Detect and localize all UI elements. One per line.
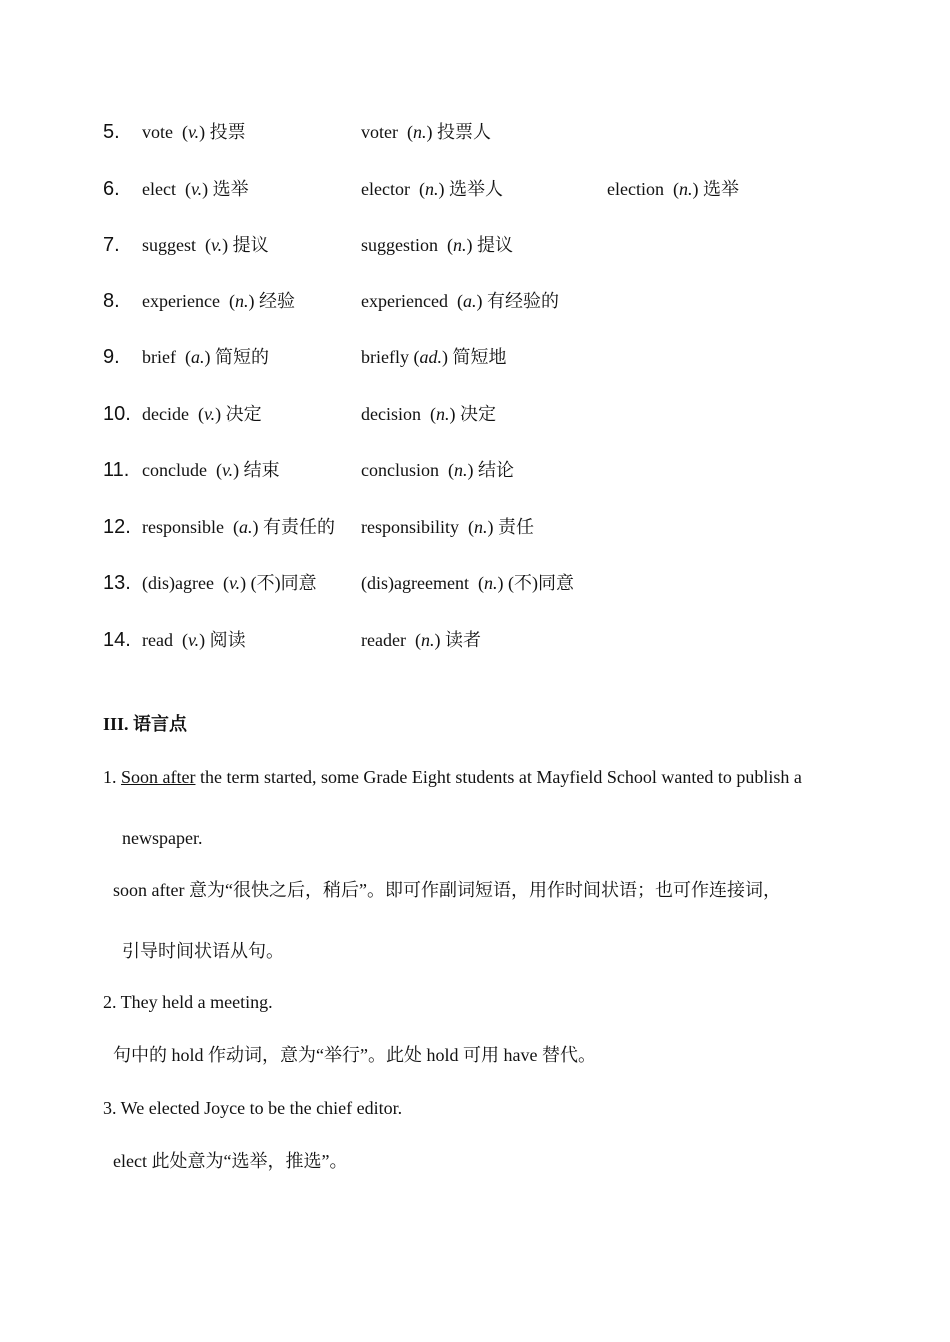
vocab-entry: vote (v.) 投票 <box>142 122 246 142</box>
vocab-entry: read (v.) 阅读 <box>142 630 246 650</box>
vocab-entry: elector (n.) 选举人 <box>361 179 503 199</box>
key-phrase: Soon after <box>121 767 196 787</box>
vocab-row-5 <box>0 117 950 147</box>
vocab-row-10 <box>0 399 950 429</box>
vocab-entry: reader (n.) 读者 <box>361 630 481 650</box>
vocab-entry: experience (n.) 经验 <box>142 291 295 311</box>
vocab-number: 6. <box>103 178 120 200</box>
vocab-row-9 <box>0 342 950 372</box>
vocab-row-13 <box>0 568 950 598</box>
vocab-number: 11. <box>103 459 130 481</box>
vocab-entry: voter (n.) 投票人 <box>361 122 491 142</box>
section-heading: III. 语言点 <box>103 714 188 734</box>
vocab-entry: suggestion (n.) 提议 <box>361 235 514 255</box>
point-3-sentence: 3. We elected Joyce to be the chief editor. <box>103 1098 403 1118</box>
vocab-entry: elect (v.) 选举 <box>142 179 249 199</box>
point-1-note: soon after 意为“很快之后，稍后”。即可作副词短语，用作时间状语；也可作连接词， <box>113 880 781 900</box>
vocab-entry: briefly (ad.) 简短地 <box>361 347 507 367</box>
vocab-number: 13. <box>103 572 131 594</box>
point-2-note: 句中的 hold 作动词，意为“举行”。此处 hold 可用 have 替代。 <box>113 1045 596 1065</box>
vocab-number: 8. <box>103 290 120 312</box>
vocab-number: 7. <box>103 234 120 256</box>
vocab-row-14 <box>0 625 950 655</box>
vocab-number: 9. <box>103 346 120 368</box>
point-1-sentence-continued: newspaper. <box>122 828 203 848</box>
vocab-row-7 <box>0 230 950 260</box>
vocab-entry: conclude (v.) 结束 <box>142 460 280 480</box>
vocab-entry: election (n.) 选举 <box>607 179 739 199</box>
vocab-row-6 <box>0 174 950 204</box>
vocab-entry: responsibility (n.) 责任 <box>361 517 534 537</box>
vocab-row-8 <box>0 286 950 316</box>
vocab-entry: responsible (a.) 有责任的 <box>142 517 335 537</box>
vocab-row-11 <box>0 455 950 485</box>
point-1-sentence: 1. Soon after the term started, some Grade Eight students at Mayfield School wanted to publish a <box>103 767 802 787</box>
vocab-number: 10. <box>103 403 131 425</box>
vocab-entry: (dis)agreement (n.) (不)同意 <box>361 573 574 593</box>
point-1-note-continued: 引导时间状语从句。 <box>122 941 284 961</box>
vocab-number: 12. <box>103 516 131 538</box>
vocab-entry: decision (n.) 决定 <box>361 404 496 424</box>
vocab-row-12 <box>0 512 950 542</box>
vocab-entry: decide (v.) 决定 <box>142 404 262 424</box>
vocab-number: 5. <box>103 121 120 143</box>
point-3-note: elect 此处意为“选举，推选”。 <box>113 1151 348 1171</box>
vocab-entry: suggest (v.) 提议 <box>142 235 269 255</box>
vocab-entry: experienced (a.) 有经验的 <box>361 291 559 311</box>
vocab-entry: brief (a.) 简短的 <box>142 347 269 367</box>
vocab-number: 14. <box>103 629 131 651</box>
vocab-entry: conclusion (n.) 结论 <box>361 460 514 480</box>
vocab-entry: (dis)agree (v.) (不)同意 <box>142 573 317 593</box>
point-2-sentence: 2. They held a meeting. <box>103 992 273 1012</box>
